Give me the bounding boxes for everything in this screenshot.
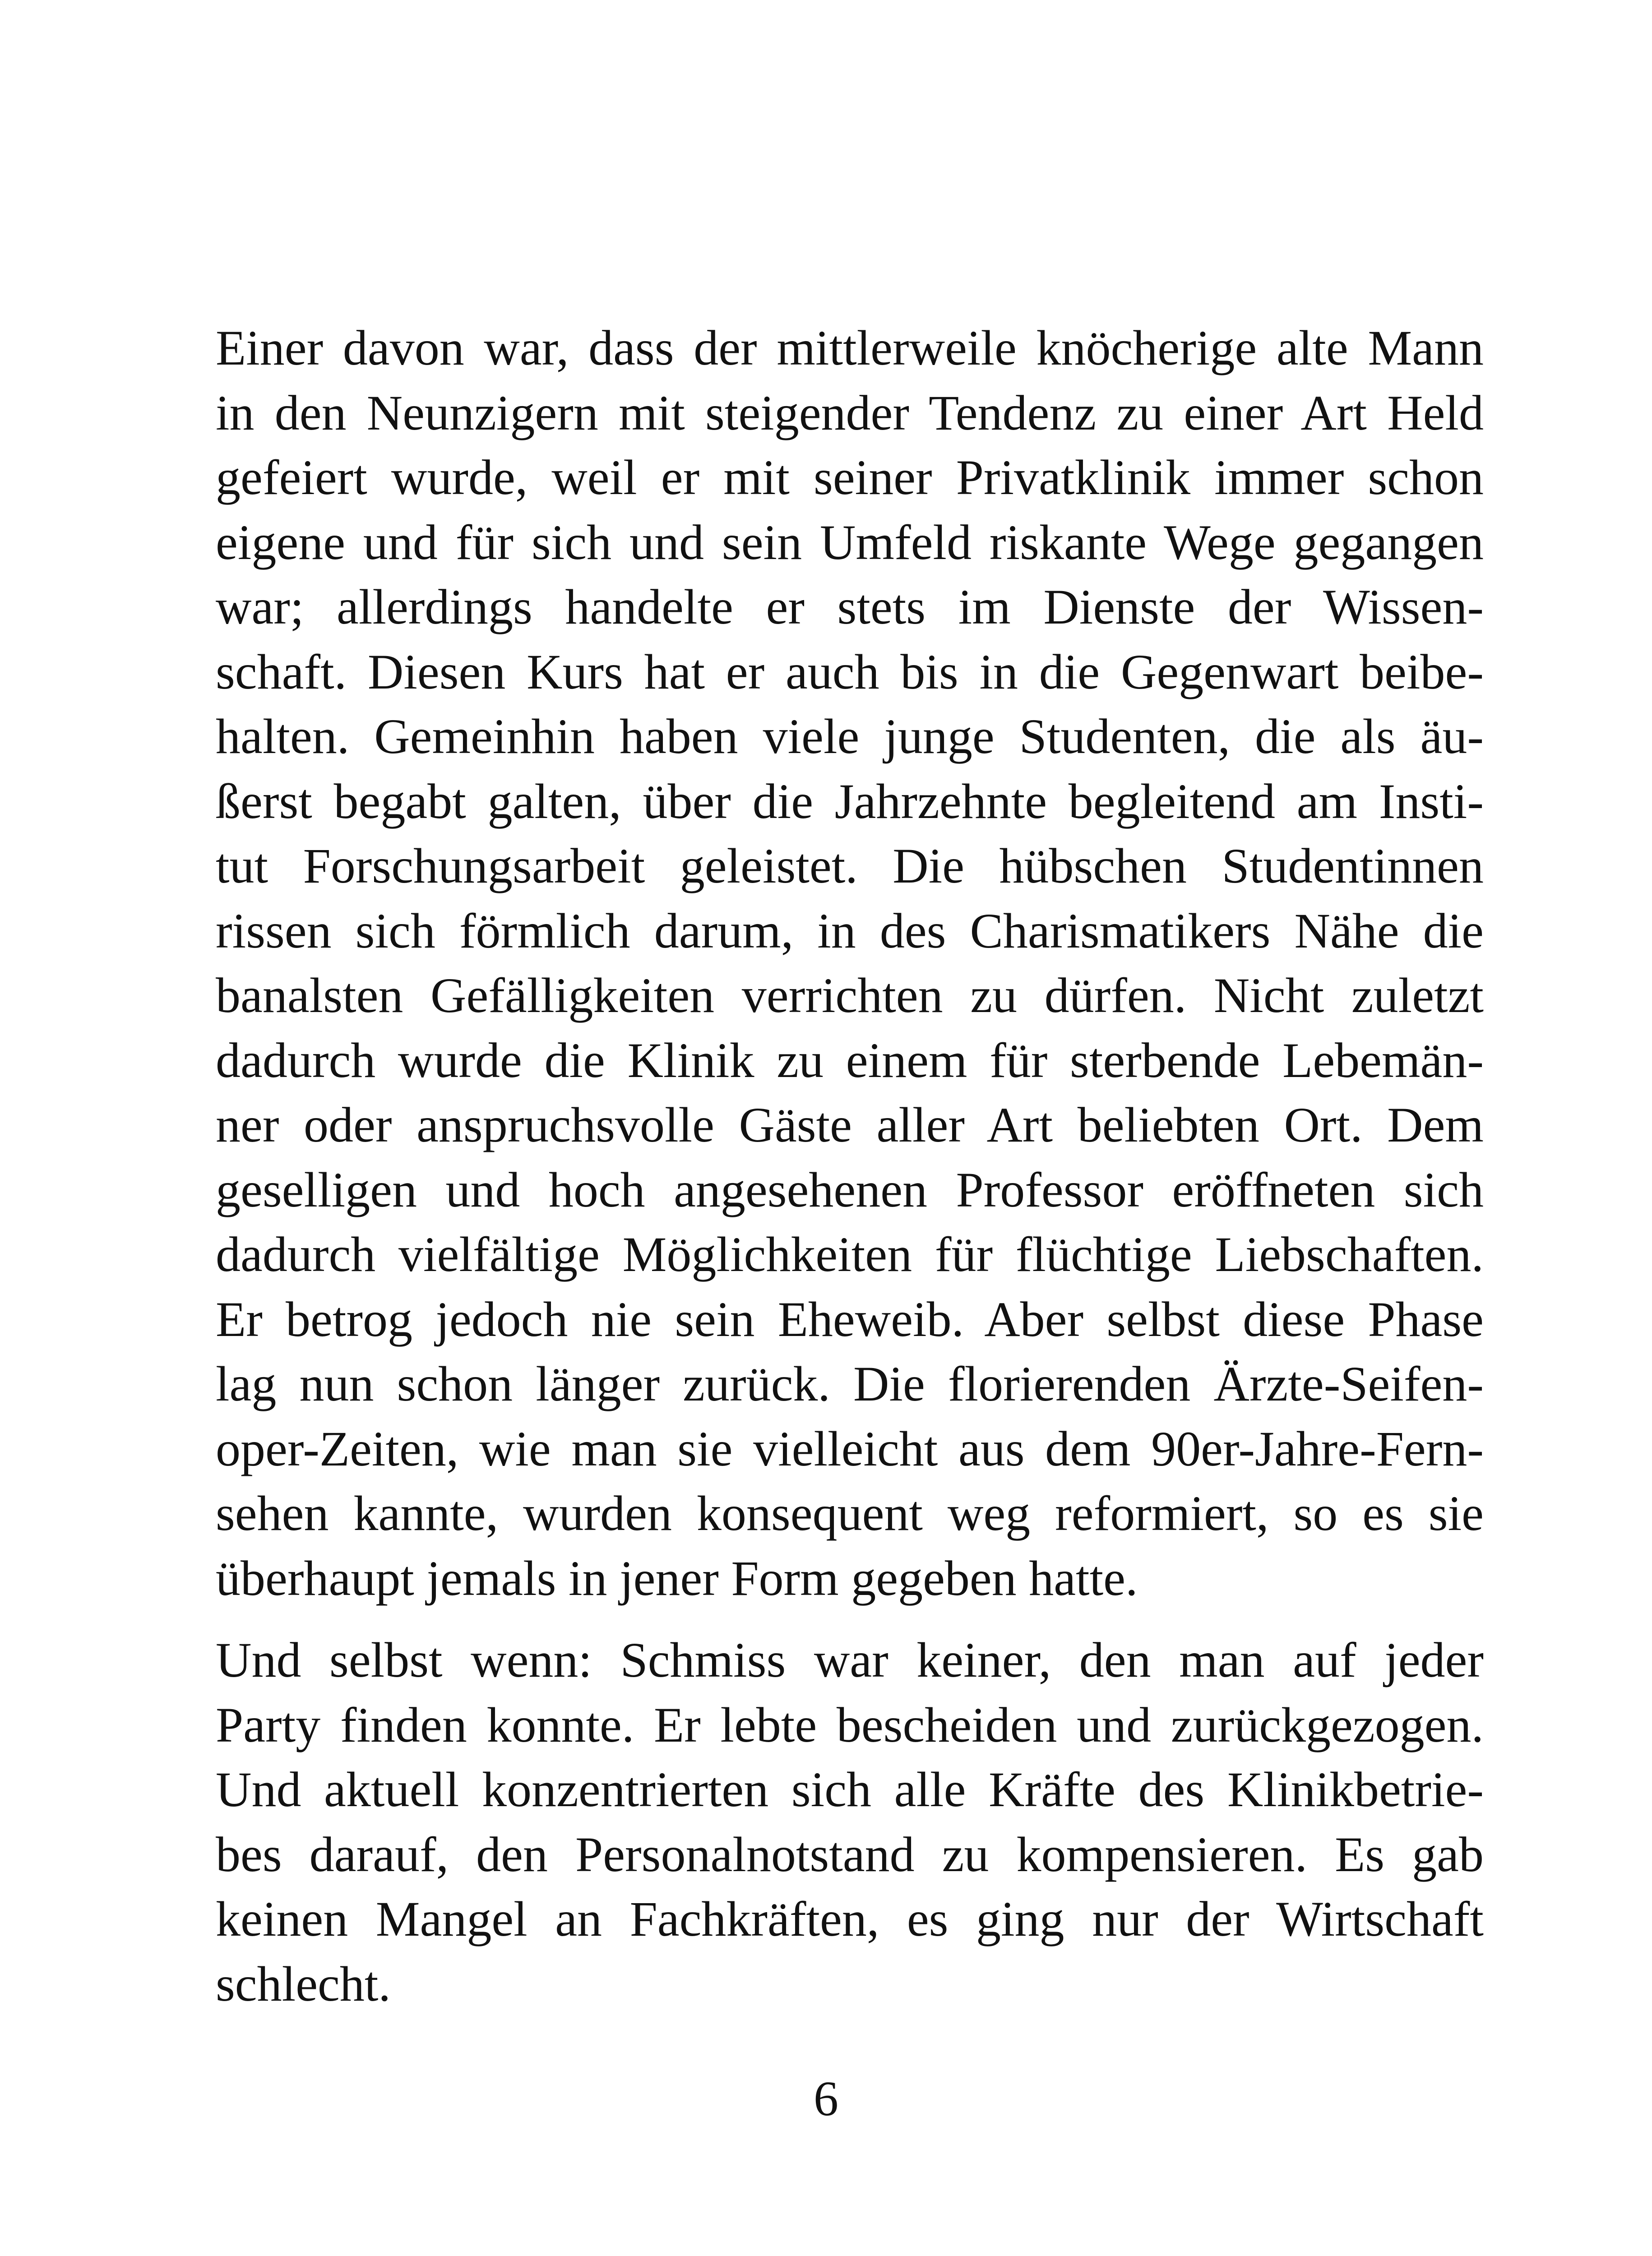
text-line: keinen Mangel an Fachkräften, es ging nur der Wirtschaft (216, 1891, 1484, 1946)
text-line: rissen sich förmlich darum, in des Charismatikers Nähe die (216, 903, 1484, 958)
text-line: schlecht. (216, 1956, 391, 2011)
text-line: ner oder anspruchsvolle Gäste aller Art beliebten Ort. Dem (216, 1097, 1484, 1152)
paragraph-2 (216, 1628, 1484, 2016)
text-line: geselligen und hoch angesehenen Professor eröffneten sich (216, 1162, 1484, 1217)
text-line: in den Neunzigern mit steigender Tendenz zu einer Art Held (216, 385, 1484, 440)
paragraph-1 (216, 316, 1484, 1611)
body-text (216, 316, 1484, 2016)
page-number: 6 (814, 2071, 838, 2126)
text-line: schaft. Diesen Kurs hat er auch bis in die Gegenwart beibe- (216, 644, 1484, 699)
text-line: dadurch wurde die Klinik zu einem für sterbende Lebemän- (216, 1032, 1484, 1088)
text-line: Und selbst wenn: Schmiss war keiner, den man auf jeder (216, 1632, 1484, 1687)
text-line: sehen kannte, wurden konsequent weg reformiert, so es sie (216, 1486, 1484, 1541)
text-line: tut Forschungsarbeit geleistet. Die hübschen Studentinnen (216, 838, 1484, 893)
text-line: lag nun schon länger zurück. Die florierenden Ärzte-Seifen- (216, 1356, 1484, 1411)
text-line: oper-Zeiten, wie man sie vielleicht aus dem 90er-Jahre-Fern- (216, 1421, 1484, 1476)
text-line: Und aktuell konzentrierten sich alle Kräfte des Klinikbetrie- (216, 1762, 1484, 1817)
text-line: überhaupt jemals in jener Form gegeben hatte. (216, 1550, 1138, 1606)
text-line: banalsten Gefälligkeiten verrichten zu dürfen. Nicht zuletzt (216, 968, 1484, 1023)
text-line: bes darauf, den Personalnotstand zu kompensieren. Es gab (216, 1826, 1484, 1882)
text-line: Er betrog jedoch nie sein Eheweib. Aber selbst diese Phase (216, 1291, 1484, 1347)
text-line: gefeiert wurde, weil er mit seiner Privatklinik immer schon (216, 450, 1484, 505)
text-line: war; allerdings handelte er stets im Dienste der Wissen- (216, 579, 1484, 634)
text-line: dadurch vielfältige Möglichkeiten für flüchtige Liebschaften. (216, 1227, 1484, 1282)
text-line: eigene und für sich und sein Umfeld riskante Wege gegangen (216, 514, 1484, 570)
text-line: ßerst begabt galten, über die Jahrzehnte begleitend am Insti- (216, 773, 1484, 829)
text-line: Einer davon war, dass der mittlerweile knöcherige alte Mann (216, 320, 1484, 375)
text-line: Party finden konnte. Er lebte bescheiden und zurückgezogen. (216, 1697, 1484, 1752)
text-line: halten. Gemeinhin haben viele junge Studenten, die als äu- (216, 709, 1484, 764)
